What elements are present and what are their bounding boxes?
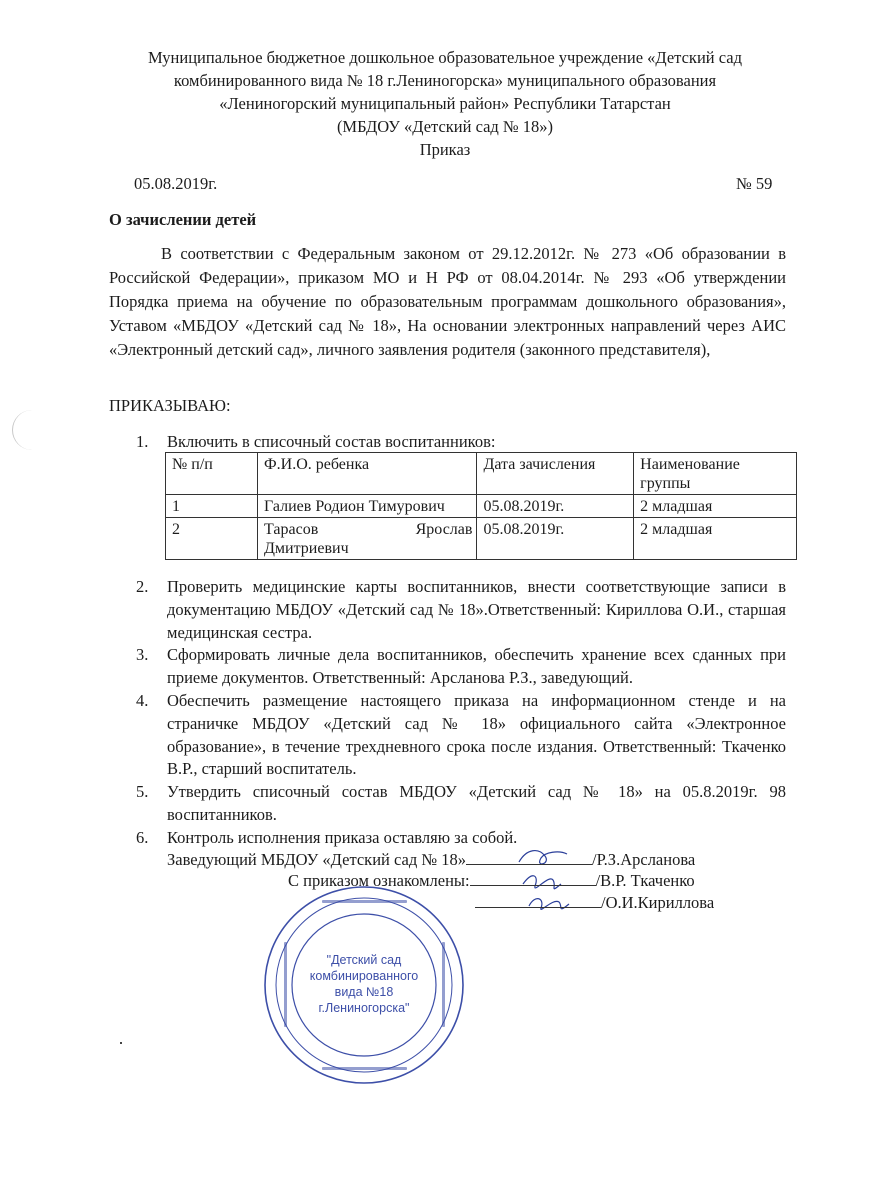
item-number: 4.: [136, 690, 149, 710]
document-type: Приказ: [419, 140, 471, 159]
table-header-cell: Дата зачисления: [477, 453, 634, 495]
table-cell-name: [258, 518, 477, 560]
list-item: [136, 644, 786, 690]
signature-name: /В.Р. Ткаченко: [595, 871, 695, 890]
list-item: [136, 781, 786, 827]
seal-text: комбинированного: [309, 969, 419, 983]
item-text: Проверить медицинские карты воспитанников, внести соответствующие записи в документацию МБДОУ «Детский сад № 18».Ответственный: Кириллова О.И., старшая медицинская сестра.: [167, 577, 786, 642]
signature-name: /Р.З.Арсланова: [591, 850, 696, 869]
order-date: 05.08.2019г.: [134, 174, 218, 193]
list-item: [136, 827, 786, 850]
table-cell: 05.08.2019г.: [477, 518, 634, 560]
table-header-row: [166, 453, 797, 495]
given-name: Ярослав: [415, 521, 473, 538]
header-line-4: (МБДОУ «Детский сад № 18»): [336, 117, 554, 136]
item-text: Контроль исполнения приказа оставляю за собой.: [167, 827, 518, 847]
order-subject: О зачислении детей: [109, 210, 257, 229]
item-number: 1.: [136, 432, 149, 451]
item-number: 5.: [136, 782, 149, 802]
seal-text: г.Лениногорска": [318, 1001, 410, 1015]
table-cell: 2 младшая: [634, 518, 797, 560]
order-number: № 59: [736, 174, 773, 193]
signature-label: Заведующий МБДОУ «Детский сад № 18»: [167, 850, 466, 869]
table-header-cell: Ф.И.О. ребенка: [258, 453, 477, 495]
table-cell: 2: [166, 518, 258, 560]
table-header-cell: Наименование группы: [634, 453, 797, 495]
table-cell: Галиев Родион Тимурович: [258, 495, 477, 518]
scan-artifact: [12, 410, 43, 450]
round-seal: [262, 882, 467, 1087]
ack-signature-1: [288, 871, 695, 891]
order-word: ПРИКАЗЫВАЮ:: [109, 396, 231, 415]
scan-speck: [120, 1042, 122, 1044]
list-item: [136, 576, 786, 644]
head-signature: [167, 849, 695, 871]
ack-signature-2: [475, 893, 714, 913]
preamble-text: В соответствии с Федеральным законом от 29.12.2012г. № 273 «Об образовании в Российской Федерации», приказом МО и Н РФ от 08.04.2014г. № 293 «Об утверждении Порядка приема на обучение по образовательным программам дошкольного образования», Уставом «МБДОУ «Детский сад № 18», На основании электронных направлений через АИС «Электронный детский сад», личного заявления родителя (законного представителя),: [109, 244, 786, 359]
header-line-3: «Лениногорский муниципальный район» Республики Татарстан: [219, 94, 671, 113]
signature-name: /О.И.Кириллова: [601, 893, 715, 912]
children-table: [165, 452, 797, 560]
surname: Тарасов: [264, 521, 319, 538]
table-row: [166, 518, 797, 560]
item-number: 3.: [136, 645, 149, 665]
table-cell: 1: [166, 495, 258, 518]
header-line-2: комбинированного вида № 18 г.Лениногорска» муниципального образования: [173, 71, 717, 90]
header-line-1: Муниципальное бюджетное дошкольное образовательное учреждение «Детский сад: [148, 48, 742, 67]
signature-label: С приказом ознакомлены:: [288, 871, 470, 890]
item-text: Включить в списочный состав воспитанников:: [167, 432, 496, 451]
item-number: 6.: [136, 827, 149, 847]
table-header-cell: № п/п: [166, 453, 258, 495]
item-text: Утвердить списочный состав МБДОУ «Детский сад № 18» на 05.8.2019г. 98 воспитанников.: [167, 782, 786, 824]
table-row: [166, 495, 797, 518]
list-item: [136, 690, 786, 781]
item-1: [136, 431, 786, 454]
table-cell: 05.08.2019г.: [477, 495, 634, 518]
document-header: [100, 46, 790, 161]
table-cell: 2 младшая: [634, 495, 797, 518]
item-text: Обеспечить размещение настоящего приказа на информационном стенде и на страничке МБДОУ «Детский сад № 18» официального сайта «Электронное образование», в течение трехдневного срока после издания. Ответственный: Ткаченко В.Р., старший воспитатель.: [167, 690, 786, 779]
patronymic: Дмитриевич: [264, 540, 349, 557]
order-items: [136, 576, 786, 850]
seal-text: вида №18: [334, 985, 394, 999]
item-text: Сформировать личные дела воспитанников, обеспечить хранение всех сданных при приеме документов. Ответственный: Арсланова Р.З., заведующий.: [167, 645, 786, 688]
seal-text: "Детский сад: [326, 953, 402, 967]
item-number: 2.: [136, 577, 149, 596]
